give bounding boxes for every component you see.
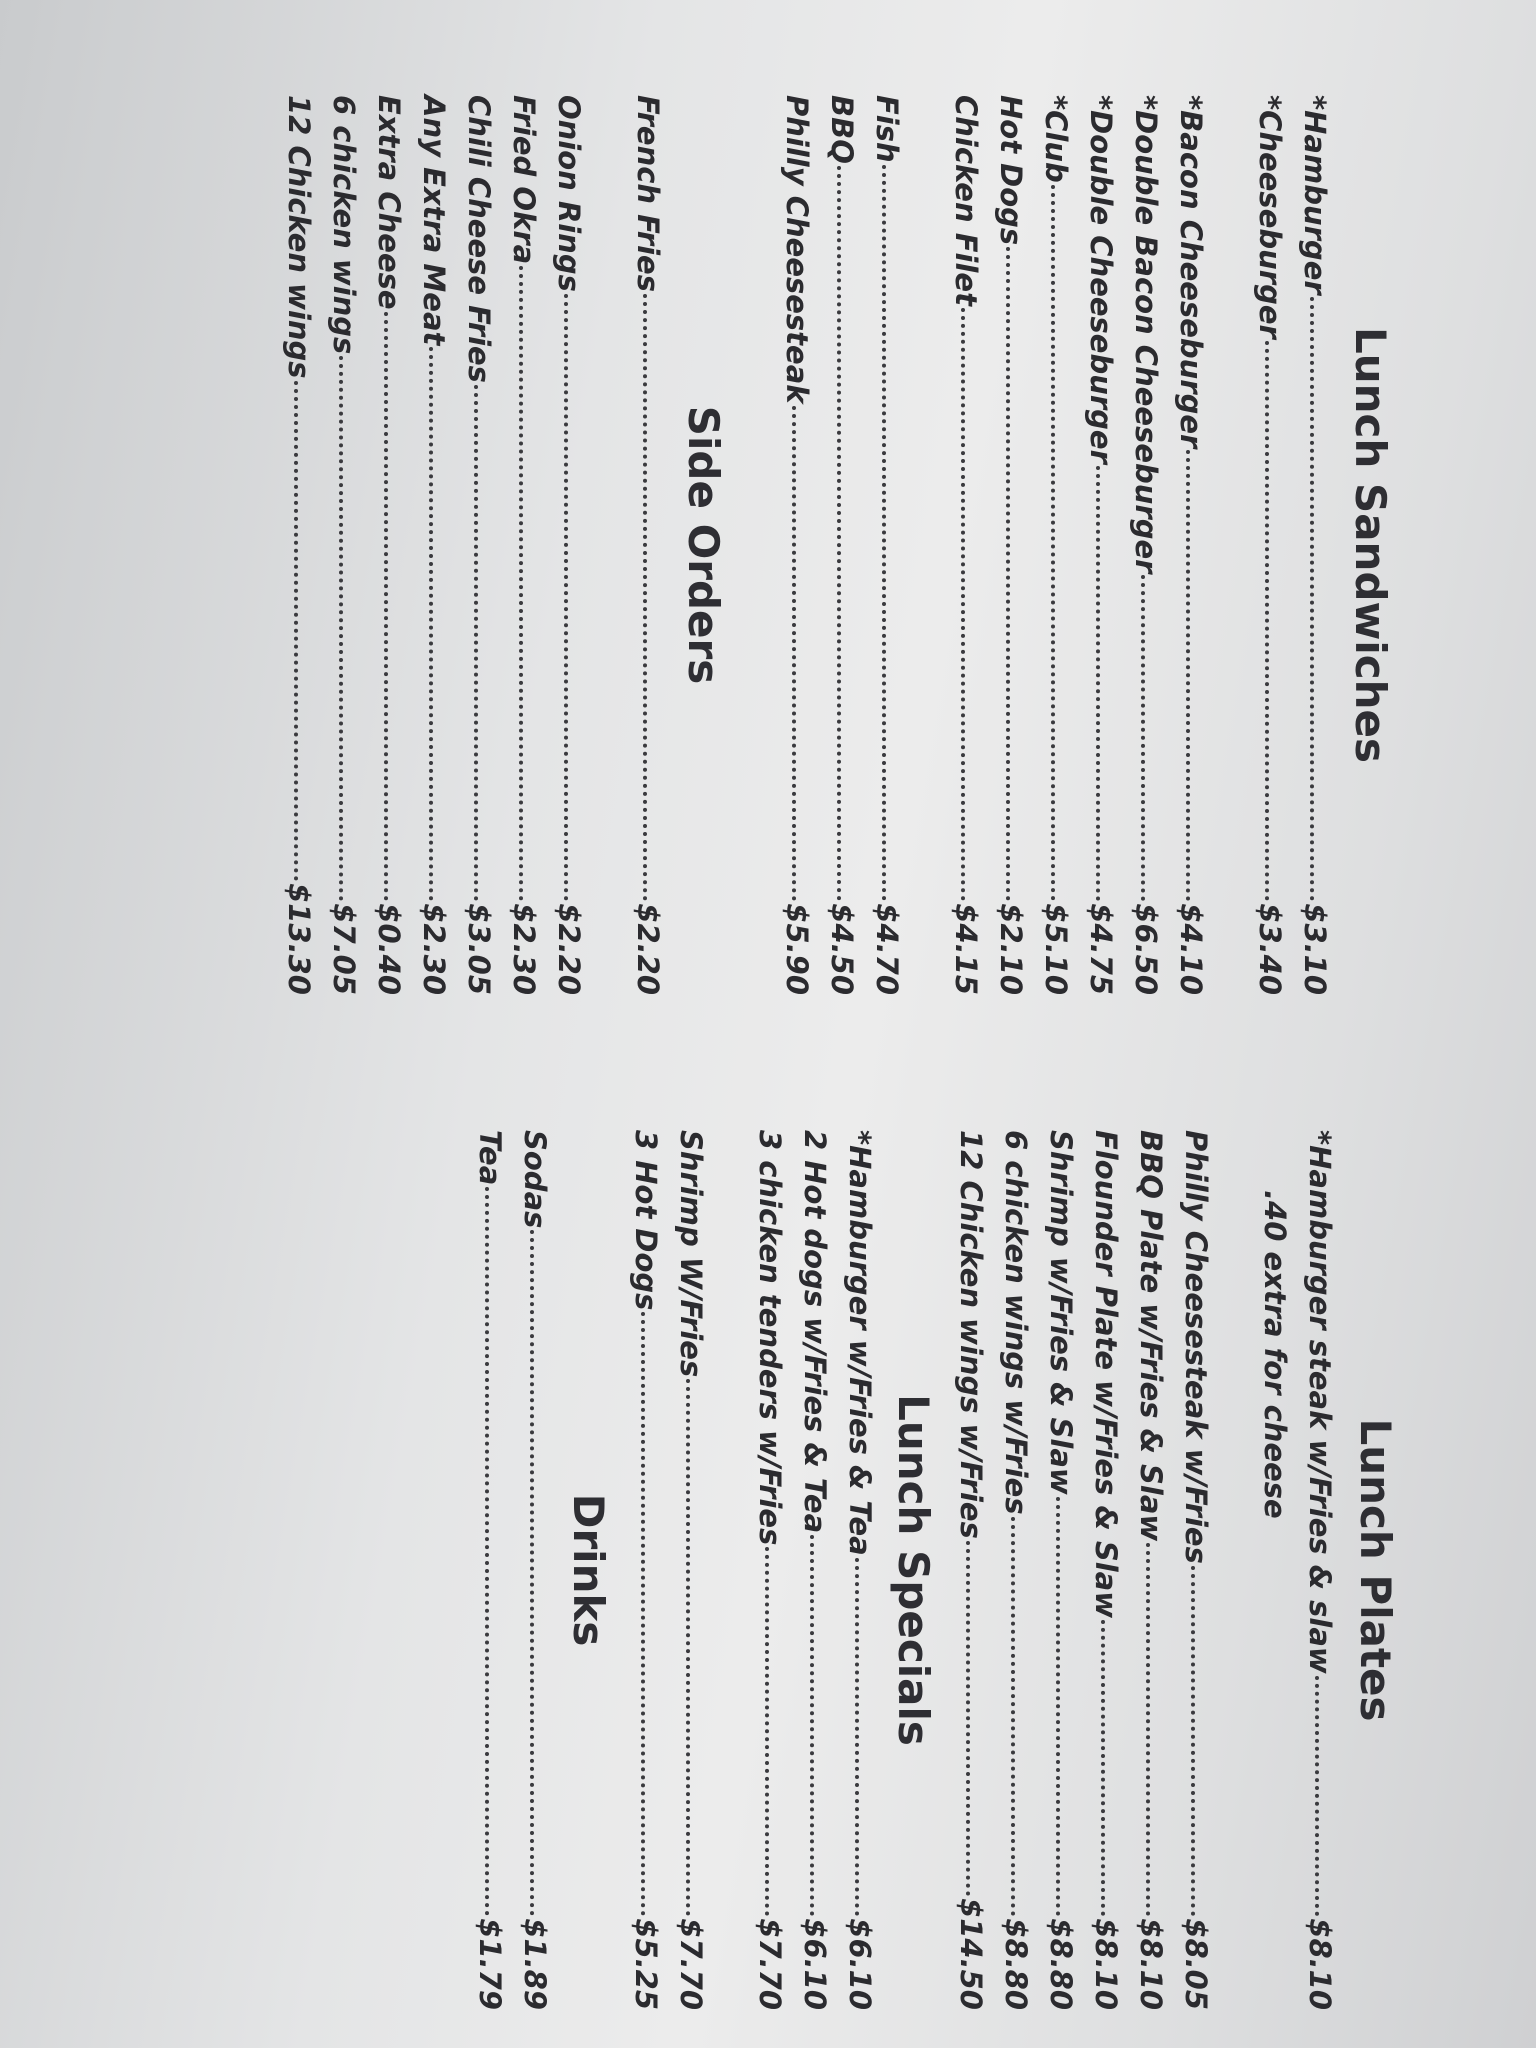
menu-item [792, 1130, 837, 2010]
item-name: 12 Chicken wings [282, 95, 316, 379]
leader-dots [855, 1558, 859, 1917]
left-column [276, 95, 1536, 995]
right-column [467, 1130, 1536, 2010]
menu-item [467, 1130, 512, 2010]
item-name: Sodas [518, 1130, 552, 1229]
item-price: $4.10 [1174, 903, 1208, 995]
leader-dots [474, 385, 478, 901]
leader-dots [1141, 575, 1145, 901]
menu-item [321, 95, 366, 995]
item-price: $8.80 [999, 1918, 1033, 2010]
item-name: 6 chicken wings [327, 95, 361, 355]
item-name: 6 chicken wings w/Fries [999, 1130, 1033, 1515]
menu-item [623, 1130, 668, 2010]
lunch-plates-title: Lunch Plates [1351, 1418, 1400, 1722]
leader-dots [429, 347, 433, 901]
leader-dots [1191, 1566, 1195, 1916]
item-price: $8.80 [1044, 1918, 1078, 2010]
leader-dots [810, 1535, 814, 1916]
item-price: $1.89 [518, 1918, 552, 2010]
item-price: $5.10 [1039, 903, 1073, 995]
item-name: *Double Bacon Cheeseburger [1129, 95, 1163, 574]
leader-dots [1096, 466, 1100, 901]
item-price: $4.15 [949, 903, 983, 995]
item-price: $8.05 [1179, 1918, 1213, 2010]
item-name: 3 Hot Dogs [629, 1130, 663, 1311]
menu-item [366, 95, 411, 995]
menu-item [837, 1130, 882, 2010]
leader-dots [384, 312, 388, 902]
lunch-specials-title: Lunch Specials [889, 1394, 938, 1746]
menu-item [864, 95, 909, 995]
item-name: BBQ Plate w/Fries & Slaw [1134, 1130, 1168, 1542]
item-name: Hot Dogs [994, 95, 1028, 246]
menu-item [988, 95, 1033, 995]
menu-item [276, 95, 321, 995]
menu-item [943, 95, 988, 995]
item-name: Chili Cheese Fries [462, 95, 496, 383]
leader-dots [564, 294, 568, 901]
leader-dots [641, 1312, 645, 1916]
menu-item [747, 1130, 792, 2010]
menu-item [1078, 95, 1123, 995]
leader-dots [1186, 450, 1190, 901]
menu-item [1128, 1130, 1173, 2010]
leader-dots [1006, 247, 1010, 901]
menu-item [1297, 1130, 1342, 2010]
leader-dots [339, 356, 343, 901]
item-name: Fried Okra [507, 95, 541, 265]
item-name: BBQ [825, 95, 859, 164]
lunch-sandwiches-title: Lunch Sandwiches [1346, 326, 1395, 764]
item-price: $7.70 [753, 1918, 787, 2010]
item-price: $4.50 [825, 903, 859, 995]
item-price: $7.70 [674, 1918, 708, 2010]
leader-dots [686, 1379, 690, 1916]
leader-dots [765, 1547, 769, 1916]
item-price: $2.20 [552, 903, 586, 995]
leader-dots [485, 1187, 489, 1916]
item-price: $2.20 [631, 903, 665, 995]
item-name: Philly Cheesesteak [780, 95, 814, 404]
item-name: 12 Chicken wings w/Fries [954, 1130, 988, 1539]
item-price: $0.40 [372, 903, 406, 995]
item-name: 3 chicken tenders w/Fries [753, 1130, 787, 1546]
leader-dots [1101, 1620, 1105, 1916]
menu-item [1038, 1130, 1083, 2010]
item-price: $14.50 [954, 1898, 988, 2010]
leader-dots [1051, 185, 1055, 901]
menu-item [668, 1130, 713, 2010]
item-name: Extra Cheese [372, 95, 406, 310]
item-price: $3.05 [462, 903, 496, 995]
item-name: *Hamburger steak w/Fries & slaw [1303, 1130, 1337, 1674]
leader-dots [294, 381, 298, 882]
item-name: *Bacon Cheeseburger [1174, 95, 1208, 449]
item-name: French Fries [631, 95, 665, 292]
leader-dots [1056, 1497, 1060, 1917]
item-name: *Double Cheeseburger [1084, 95, 1118, 464]
item-name: *Hamburger [1298, 95, 1332, 295]
item-name: *Hamburger w/Fries & Tea [843, 1130, 877, 1556]
item-name: Any Extra Meat [417, 95, 451, 346]
menu-item [774, 95, 819, 995]
item-name: Tea [473, 1130, 507, 1186]
menu-item [1247, 95, 1292, 995]
leader-dots [1310, 297, 1314, 902]
menu-item [819, 95, 864, 995]
menu-item [948, 1130, 993, 2010]
item-price: $6.10 [798, 1918, 832, 2010]
item-name: *Cheeseburger [1253, 95, 1287, 339]
item-name: Shrimp W/Fries [674, 1130, 708, 1378]
leader-dots [792, 406, 796, 902]
menu-item [1033, 95, 1078, 995]
leader-dots [1315, 1676, 1319, 1917]
item-price: $6.50 [1129, 903, 1163, 995]
item-name: Flounder Plate w/Fries & Slaw [1089, 1130, 1123, 1619]
item-name: Shrimp w/Fries & Slaw [1044, 1130, 1078, 1495]
item-name: Onion Rings [552, 95, 586, 292]
item-price: $2.30 [417, 903, 451, 995]
item-price: $2.10 [994, 903, 1028, 995]
leader-dots [1011, 1517, 1015, 1917]
item-price: $6.10 [843, 1918, 877, 2010]
menu-item [1083, 1130, 1128, 2010]
leader-dots [966, 1541, 970, 1896]
menu-item [625, 95, 670, 995]
drinks-title: Drinks [564, 1493, 613, 1647]
leader-dots [837, 166, 841, 901]
item-price: $4.75 [1084, 903, 1118, 995]
item-price: $8.10 [1134, 1918, 1168, 2010]
item-price: $7.05 [327, 903, 361, 995]
item-price: $3.40 [1253, 903, 1287, 995]
item-price: $13.30 [282, 883, 316, 995]
menu-item [501, 95, 546, 995]
leader-dots [1265, 341, 1269, 901]
leader-dots [1146, 1543, 1150, 1916]
leader-dots [530, 1230, 534, 1916]
item-price: $8.10 [1303, 1918, 1337, 2010]
item-price: $8.10 [1089, 1918, 1123, 2010]
menu-item [512, 1130, 557, 2010]
item-name: Philly Cheesesteak w/Fries [1179, 1130, 1213, 1564]
menu-item [411, 95, 456, 995]
menu-item [1168, 95, 1213, 995]
menu-item [1123, 95, 1168, 995]
leader-dots [519, 266, 523, 901]
menu-item [1173, 1130, 1218, 2010]
menu-item [546, 95, 591, 995]
menu-item [456, 95, 501, 995]
side-orders-title: Side Orders [679, 405, 728, 685]
item-price: $4.70 [870, 903, 904, 995]
item-price: $1.79 [473, 1918, 507, 2010]
cheese-note: .40 extra for cheese [1258, 1190, 1292, 1519]
leader-dots [961, 308, 965, 901]
item-price: $5.90 [780, 903, 814, 995]
leader-dots [643, 294, 647, 901]
leader-dots [882, 165, 886, 902]
item-name: 2 Hot dogs w/Fries & Tea [798, 1130, 832, 1534]
item-name: Chicken Filet [949, 95, 983, 306]
item-price: $5.25 [629, 1918, 663, 2010]
item-name: Fish [870, 95, 904, 163]
menu-item [1292, 95, 1337, 995]
item-name: *Club [1039, 95, 1073, 183]
menu-item [993, 1130, 1038, 2010]
item-price: $2.30 [507, 903, 541, 995]
item-price: $3.10 [1298, 903, 1332, 995]
